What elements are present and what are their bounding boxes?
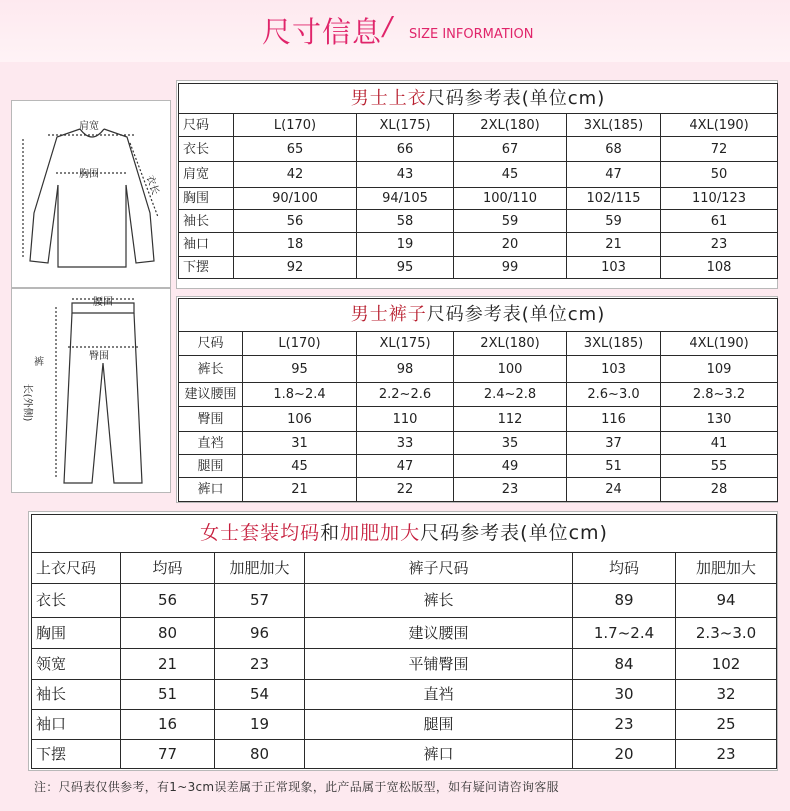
row-label-cell: 衣长 [179, 137, 234, 162]
table-cell: 23 [661, 233, 778, 257]
table-cell: 21 [243, 478, 357, 502]
row-label-cell: 胸围 [32, 618, 121, 649]
table-cell: 99 [454, 257, 567, 279]
row-label-cell: 胸围 [179, 188, 234, 210]
table-cell: 92 [234, 257, 357, 279]
table-cell: 45 [454, 162, 567, 188]
table-cell: 106 [243, 407, 357, 432]
table-cell: 19 [357, 233, 454, 257]
table-cell: 16 [121, 710, 215, 740]
caption-text: 尺码参考表(单位cm) [426, 304, 606, 325]
table-cell: 110 [357, 407, 454, 432]
table-cell: 20 [573, 740, 676, 769]
row-label-cell: 领宽 [32, 649, 121, 680]
table-cell: 1.8~2.4 [243, 383, 357, 407]
table-cell: 109 [661, 356, 778, 383]
table-cell: 102 [676, 649, 777, 680]
table-cell: 42 [234, 162, 357, 188]
table-cell: 130 [661, 407, 778, 432]
table-cell: 33 [357, 432, 454, 455]
table-row [179, 383, 778, 407]
table-cell: 50 [661, 162, 778, 188]
table-cell: 65 [234, 137, 357, 162]
table-cell: 103 [567, 257, 661, 279]
table-row [32, 680, 777, 710]
table-cell: 20 [454, 233, 567, 257]
chest-label: 胸围 [79, 169, 99, 180]
table-row [32, 710, 777, 740]
table-cell: 1.7~2.4 [573, 618, 676, 649]
table-row [179, 188, 778, 210]
table-cell: 66 [357, 137, 454, 162]
table-header-cell: 4XL(190) [661, 332, 778, 356]
row-label-cell: 直裆 [305, 680, 573, 710]
row-label-cell: 裤长 [179, 356, 243, 383]
caption-part-3: 加肥加大 [340, 522, 421, 544]
table-header-row [179, 114, 778, 137]
table-row [179, 257, 778, 279]
row-label-cell: 平铺臀围 [305, 649, 573, 680]
table-cell: 100 [454, 356, 567, 383]
table-header-cell: 加肥加大 [215, 553, 305, 584]
caption-part-2: 和 [320, 522, 341, 544]
table-cell: 56 [121, 584, 215, 618]
row-label-cell: 袖长 [179, 210, 234, 233]
table-cell: 67 [454, 137, 567, 162]
table-cell: 77 [121, 740, 215, 769]
table-cell: 2.6~3.0 [567, 383, 661, 407]
table-header-cell: 4XL(190) [661, 114, 778, 137]
table-cell: 21 [121, 649, 215, 680]
table-header-cell: 加肥加大 [676, 553, 777, 584]
row-label-cell: 臀围 [179, 407, 243, 432]
table-cell: 98 [357, 356, 454, 383]
table-cell: 57 [215, 584, 305, 618]
table-cell: 23 [573, 710, 676, 740]
table-header-cell: 尺码 [179, 332, 243, 356]
caption-part-4: 尺码参考表(单位cm) [420, 522, 608, 544]
pants-length-label-b: 长(外侧) [21, 383, 33, 422]
table-cell: 110/123 [661, 188, 778, 210]
men-pants-size-table [178, 298, 778, 502]
table-cell: 61 [661, 210, 778, 233]
length-label: 衣长 [143, 173, 161, 197]
table-cell: 37 [567, 432, 661, 455]
table-header-cell: 2XL(180) [454, 114, 567, 137]
hip-label: 臀围 [89, 351, 109, 362]
table-header-cell: XL(175) [357, 332, 454, 356]
table-cell: 49 [454, 455, 567, 478]
table-cell: 18 [234, 233, 357, 257]
table-cell: 21 [567, 233, 661, 257]
page-header [0, 0, 790, 62]
women-caption [32, 515, 777, 553]
table-cell: 51 [121, 680, 215, 710]
title-slash: / [383, 12, 392, 42]
table-header-cell: 均码 [573, 553, 676, 584]
table-header-cell: 3XL(185) [567, 114, 661, 137]
table-cell: 56 [234, 210, 357, 233]
men-top-figure-panel [11, 100, 171, 288]
table-cell: 112 [454, 407, 567, 432]
table-row [179, 210, 778, 233]
row-label-cell: 肩宽 [179, 162, 234, 188]
waist-label: 腰围 [93, 297, 113, 308]
table-cell: 55 [661, 455, 778, 478]
table-cell: 19 [215, 710, 305, 740]
table-row [32, 649, 777, 680]
row-label-cell: 袖口 [32, 710, 121, 740]
table-cell: 47 [567, 162, 661, 188]
table-cell: 23 [454, 478, 567, 502]
caption-highlight: 男士上衣 [350, 87, 427, 109]
table-cell: 47 [357, 455, 454, 478]
table-cell: 95 [243, 356, 357, 383]
table-header-row [32, 553, 777, 584]
caption-highlight: 男士裤子 [350, 304, 427, 325]
footnote: 注：尺码表仅供参考，有1~3cm误差属于正常现象，此产品属于宽松版型，如有疑问请咨询客服 [34, 780, 559, 794]
table-cell: 30 [573, 680, 676, 710]
row-label-cell: 裤口 [179, 478, 243, 502]
men-pants-figure-panel [11, 288, 171, 493]
row-label-cell: 腿围 [179, 455, 243, 478]
row-label-cell: 腿围 [305, 710, 573, 740]
table-cell: 2.8~3.2 [661, 383, 778, 407]
table-cell: 59 [454, 210, 567, 233]
table-cell: 95 [357, 257, 454, 279]
women-size-table [31, 514, 777, 769]
table-row [179, 233, 778, 257]
table-header-cell: 3XL(185) [567, 332, 661, 356]
row-label-cell: 袖口 [179, 233, 234, 257]
table-header-cell: 2XL(180) [454, 332, 567, 356]
table-cell: 96 [215, 618, 305, 649]
table-row [179, 432, 778, 455]
table-cell: 31 [243, 432, 357, 455]
table-cell: 23 [215, 649, 305, 680]
table-row [32, 584, 777, 618]
table-header-row [179, 332, 778, 356]
table-row [179, 137, 778, 162]
table-cell: 28 [661, 478, 778, 502]
row-label-cell: 裤长 [305, 584, 573, 618]
table-cell: 25 [676, 710, 777, 740]
table-cell: 32 [676, 680, 777, 710]
pants-length-label-a: 裤 [34, 357, 44, 368]
page-subtitle: SIZE INFORMATION [409, 27, 534, 42]
caption-part-1: 女士套装均码 [200, 522, 321, 544]
row-label-cell: 直裆 [179, 432, 243, 455]
table-cell: 35 [454, 432, 567, 455]
shoulder-label: 肩宽 [79, 121, 99, 132]
table-cell: 116 [567, 407, 661, 432]
table-row [179, 478, 778, 502]
men-pants-caption [179, 299, 778, 332]
table-cell: 58 [357, 210, 454, 233]
table-header-cell: 均码 [121, 553, 215, 584]
caption-text: 尺码参考表(单位cm) [426, 87, 606, 109]
table-cell: 103 [567, 356, 661, 383]
table-cell: 23 [676, 740, 777, 769]
table-cell: 68 [567, 137, 661, 162]
table-cell: 41 [661, 432, 778, 455]
table-cell: 24 [567, 478, 661, 502]
table-row [179, 162, 778, 188]
table-row [32, 618, 777, 649]
table-row [179, 455, 778, 478]
table-cell: 89 [573, 584, 676, 618]
table-cell: 72 [661, 137, 778, 162]
row-label-cell: 建议腰围 [305, 618, 573, 649]
table-cell: 43 [357, 162, 454, 188]
table-cell: 2.3~3.0 [676, 618, 777, 649]
table-cell: 80 [121, 618, 215, 649]
table-cell: 84 [573, 649, 676, 680]
table-cell: 59 [567, 210, 661, 233]
table-cell: 22 [357, 478, 454, 502]
table-cell: 80 [215, 740, 305, 769]
row-label-cell: 下摆 [179, 257, 234, 279]
table-cell: 94/105 [357, 188, 454, 210]
table-row [32, 740, 777, 769]
table-cell: 94 [676, 584, 777, 618]
table-cell: 108 [661, 257, 778, 279]
table-row [179, 356, 778, 383]
table-row [179, 407, 778, 432]
table-header-cell: 上衣尺码 [32, 553, 121, 584]
table-cell: 2.4~2.8 [454, 383, 567, 407]
table-header-cell: 裤子尺码 [305, 553, 573, 584]
row-label-cell: 袖长 [32, 680, 121, 710]
page-title: 尺寸信息 [262, 15, 383, 49]
row-label-cell: 下摆 [32, 740, 121, 769]
table-cell: 100/110 [454, 188, 567, 210]
table-header-cell: L(170) [243, 332, 357, 356]
row-label-cell: 裤口 [305, 740, 573, 769]
row-label-cell: 衣长 [32, 584, 121, 618]
table-cell: 45 [243, 455, 357, 478]
table-cell: 102/115 [567, 188, 661, 210]
table-header-cell: L(170) [234, 114, 357, 137]
table-cell: 2.2~2.6 [357, 383, 454, 407]
men-top-caption [179, 84, 778, 114]
table-header-cell: 尺码 [179, 114, 234, 137]
row-label-cell: 建议腰围 [179, 383, 243, 407]
table-cell: 51 [567, 455, 661, 478]
table-cell: 90/100 [234, 188, 357, 210]
men-top-size-table [178, 83, 778, 279]
table-header-cell: XL(175) [357, 114, 454, 137]
table-cell: 54 [215, 680, 305, 710]
